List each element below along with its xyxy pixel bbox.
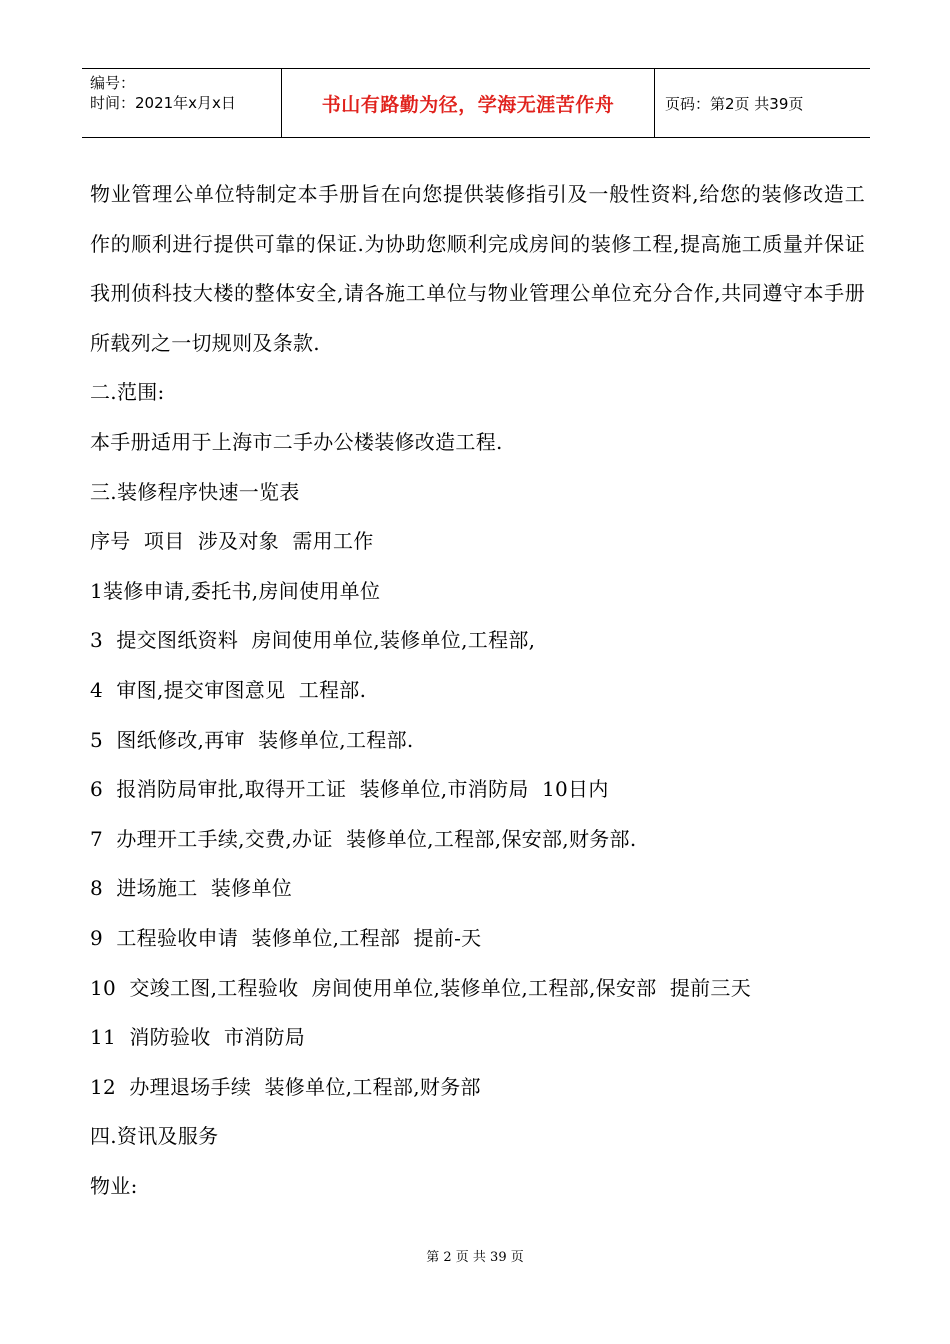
table-row-line: 9 工程验收申请 装修单位,工程部 提前-天 [90, 925, 482, 950]
table-row-line: 7 办理开工手续,交费,办证 装修单位,工程部,保安部,财务部. [90, 826, 637, 851]
table-row-line: 10 交竣工图,工程验收 房间使用单位,装修单位,工程部,保安部 提前三天 [90, 975, 752, 1000]
table-row-line: 12 办理退场手续 装修单位,工程部,财务部 [90, 1074, 481, 1099]
body-line: 物业: [90, 1173, 138, 1198]
table-row-line: 4 审图,提交审图意见 工程部. [90, 677, 367, 702]
document-number-label: 编号： [90, 74, 136, 92]
page-header [82, 68, 870, 138]
table-row-line: 3 提交图纸资料 房间使用单位,装修单位,工程部, [90, 628, 536, 653]
page-footer: 第 2 页 共 39 页 [426, 1250, 524, 1265]
table-row-line: 1装修申请,委托书,房间使用单位 [90, 578, 381, 603]
header-meta [82, 69, 282, 137]
section-heading: 四.资讯及服务 [90, 1124, 219, 1149]
body-line: 三.装修程序快速一览表 [90, 479, 300, 504]
body-line: 二.范围: [90, 380, 165, 405]
table-header-line: 序号 项目 涉及对象 需用工作 [90, 529, 374, 554]
header-page-info: 页码：第2页 共39页 [665, 94, 804, 113]
body-line: 本手册适用于上海市二手办公楼装修改造工程. [90, 429, 503, 454]
document-time-label: 时间：2021年x月x日 [90, 94, 236, 112]
table-row-line: 5 图纸修改,再审 装修单位,工程部. [90, 727, 414, 752]
header-motto: 书山有路勤为径，学海无涯苦作舟 [282, 69, 655, 137]
intro-paragraph: 物业管理公单位特制定本手册旨在向您提供装修指引及一般性资料,给您的装修改造工作的顺利进行提供可靠的保证.为协助您顺利完成房间的装修工程,提高施工质量并保证我刑侦科技大楼的整体安全,请各施工单位与物业管理公单位充分合作,共同遵守本手册所载列之一切规则及条款. [90, 182, 865, 355]
document-body [90, 170, 865, 1211]
table-row-line: 11 消防验收 市消防局 [90, 1025, 306, 1050]
body-lines [90, 368, 865, 1211]
table-row-line: 8 进场施工 装修单位 [90, 876, 293, 901]
table-row-line: 6 报消防局审批,取得开工证 装修单位,市消防局 10日内 [90, 777, 609, 802]
